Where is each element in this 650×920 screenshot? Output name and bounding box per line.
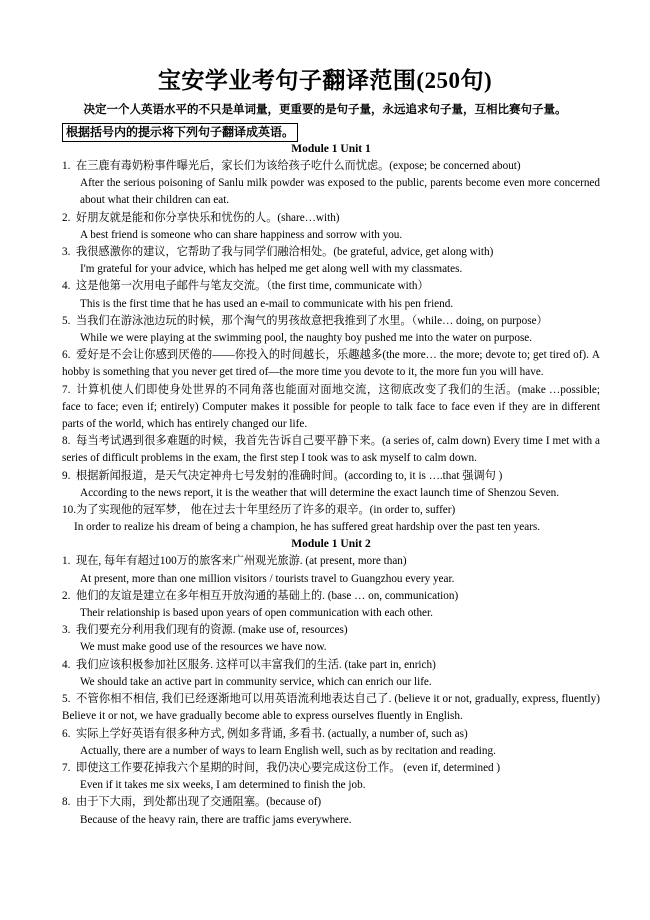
document-subtitle: 决定一个人英语水平的不只是单词量，更重要的是句子量，永远追求句子量，互相比赛句子量。 [83,104,567,116]
item-number: 4. [62,658,71,671]
item-number: 5. [62,693,71,706]
chinese-sentence: 不管你相不相信, 我们已经逐渐地可以用英语流利地表达自己了. (believe it or not, gradually, express, fluently) Believe it or not, we have gradually become able to express ourselves fluently in English. [62,693,600,723]
sentence-prompt [62,468,600,485]
english-translation: Because of the heavy rain, there are traffic jams everywhere. [80,813,352,826]
sentence-prompt [62,657,600,674]
english-translation: Their relationship is based upon years of open communication with each other. [80,607,433,620]
item-number: 9. [62,469,71,482]
sentence-prompt [62,760,600,777]
sentence-prompt [62,210,600,227]
list-item [62,313,600,347]
chinese-sentence: 我们要充分利用我们现有的资源. (make use of, resources) [76,624,348,637]
list-item [62,657,600,691]
english-translation: According to the news report, it is the weather that will determine the exact launch time of Shenzou Seven. [80,486,560,499]
chinese-sentence: 当我们在游泳池边玩的时候，那个淘气的男孩故意把我推到了水里。（while… doing, on purpose） [76,314,548,327]
item-number: 1. [62,555,71,568]
list-item [62,382,600,434]
chinese-sentence: 爱好是不会让你感到厌倦的——你投入的时间越长，乐趣越多(the more… the more; devote to; get tired of). A hobby is something that you never get tired of—the more time you devote to it, the more fun you will have. [62,349,600,379]
list-item [62,347,600,381]
item-number: 1. [62,160,71,172]
unit1-list [62,158,600,536]
chinese-sentence: 根据新闻报道，是天气决定神舟七号发射的准确时间。(according to, it is ….that 强调句 ) [76,469,503,482]
item-number: 8. [62,435,71,448]
chinese-sentence: 即使这工作要花掉我六个星期的时间，我仍决心要完成这份工作。 (even if, determined ) [76,761,501,774]
chinese-sentence: 为了实现他的冠军梦， 他在过去十年里经历了许多的艰辛。(in order to, suffer) [76,504,456,517]
unit-heading: Module 1 Unit 1 [291,143,371,155]
unit2-list [62,553,600,828]
list-item [62,760,600,794]
list-item [62,726,600,760]
chinese-sentence: 在三鹿有毒奶粉事件曝光后，家长们为该给孩子吃什么而忧虑。(expose; be concerned about) [76,160,521,172]
list-item [62,433,600,467]
english-translation: While we were playing at the swimming pool, the naughty boy pushed me into the water on purpose. [80,332,533,345]
item-number: 8. [62,796,71,809]
list-item [62,158,600,210]
list-item [62,502,600,536]
item-number: 7. [62,383,71,396]
english-translation: Actually, there are a number of ways to learn English well, such as by recitation and reading. [80,744,496,757]
list-item [62,553,600,587]
chinese-sentence: 他们的友谊是建立在多年相互开放沟通的基础上的. (base … on, communication) [76,589,459,602]
item-number: 2. [62,589,71,602]
sentence-prompt [62,588,600,605]
sentence-prompt [62,691,600,725]
chinese-sentence: 每当考试遇到很多难题的时候，我首先告诉自己要平静下来。(a series of, calm down) Every time I met with a series of difficult problems in the exam, the first step I took was to ask myself to calm down. [62,435,600,465]
list-item [62,794,600,828]
english-translation: After the serious poisoning of Sanlu milk powder was exposed to the public, parents become even more concerned about what their children can eat. [80,177,600,207]
list-item [62,468,600,502]
english-translation: In order to realize his dream of being a champion, he has suffered great hardship over the past ten years. [74,521,541,534]
sentence-prompt [62,726,600,743]
english-translation: A best friend is someone who can share happiness and sorrow with you. [80,228,403,241]
list-item [62,210,600,244]
list-item [62,588,600,622]
list-item [62,278,600,312]
chinese-sentence: 由于下大雨，到处都出现了交通阻塞。(because of) [76,796,322,809]
chinese-sentence: 好朋友就是能和你分享快乐和忧伤的人。(share…with) [76,211,340,224]
english-translation: We should take an active part in community service, which can enrich our life. [80,675,432,688]
sentence-prompt [62,622,600,639]
sentence-prompt [62,313,600,330]
english-translation: This is the first time that he has used an e-mail to communicate with his pen friend. [80,297,454,310]
sentence-prompt [62,794,600,811]
english-translation: We must make good use of the resources we have now. [80,641,327,654]
item-number: 6. [62,727,71,740]
item-number: 3. [62,624,71,637]
list-item [62,244,600,278]
content-area [62,141,600,829]
item-number: 7. [62,761,71,774]
item-number: 2. [62,211,71,224]
unit-heading: Module 1 Unit 2 [291,538,371,551]
english-translation: At present, more than one million visitors / tourists travel to Guangzhou every year. [80,572,455,585]
sentence-prompt [62,553,600,570]
item-number: 4. [62,280,71,293]
list-item [62,622,600,656]
chinese-sentence: 计算机使人们即使身处世界的不同角落也能面对面地交流，这彻底改变了我们的生活。(make …possible; face to face; even if; entirely) Computer makes it possible for people to talk face to face even if they are in different parts of the world, which has entirely changed our life. [62,383,600,431]
item-number: 6. [62,349,71,362]
sentence-prompt [62,347,600,381]
chinese-sentence: 这是他第一次用电子邮件与笔友交流。（the first time, communicate with） [76,280,429,293]
sentence-prompt [62,433,600,467]
item-number: 5. [62,314,71,327]
item-number: 3. [62,246,71,259]
sentence-prompt [62,244,600,261]
chinese-sentence: 我们应该积极参加社区服务. 这样可以丰富我们的生活. (take part in, enrich) [76,658,436,671]
sentence-prompt [62,502,600,519]
chinese-sentence: 我很感激你的建议，它帮助了我与同学们融洽相处。(be grateful, advice, get along with) [76,246,494,259]
document-title: 宝安学业考句子翻译范围(250句) [157,68,493,93]
english-translation: I'm grateful for your advice, which has helped me get along well with my classmates. [80,263,463,276]
item-number: 10. [62,504,76,517]
chinese-sentence: 现在, 每年有超过100万的旅客来广州观光旅游. (at present, more than) [76,555,407,568]
english-translation: Even if it takes me six weeks, I am determined to finish the job. [80,779,366,792]
sentence-prompt [62,158,600,175]
instruction-box: 根据括号内的提示将下列句子翻译成英语。 [62,123,298,142]
list-item [62,691,600,725]
sentence-prompt [62,382,600,434]
sentence-prompt [62,278,600,295]
chinese-sentence: 实际上学好英语有很多种方式, 例如多背诵, 多看书. (actually, a number of, such as) [76,727,468,740]
